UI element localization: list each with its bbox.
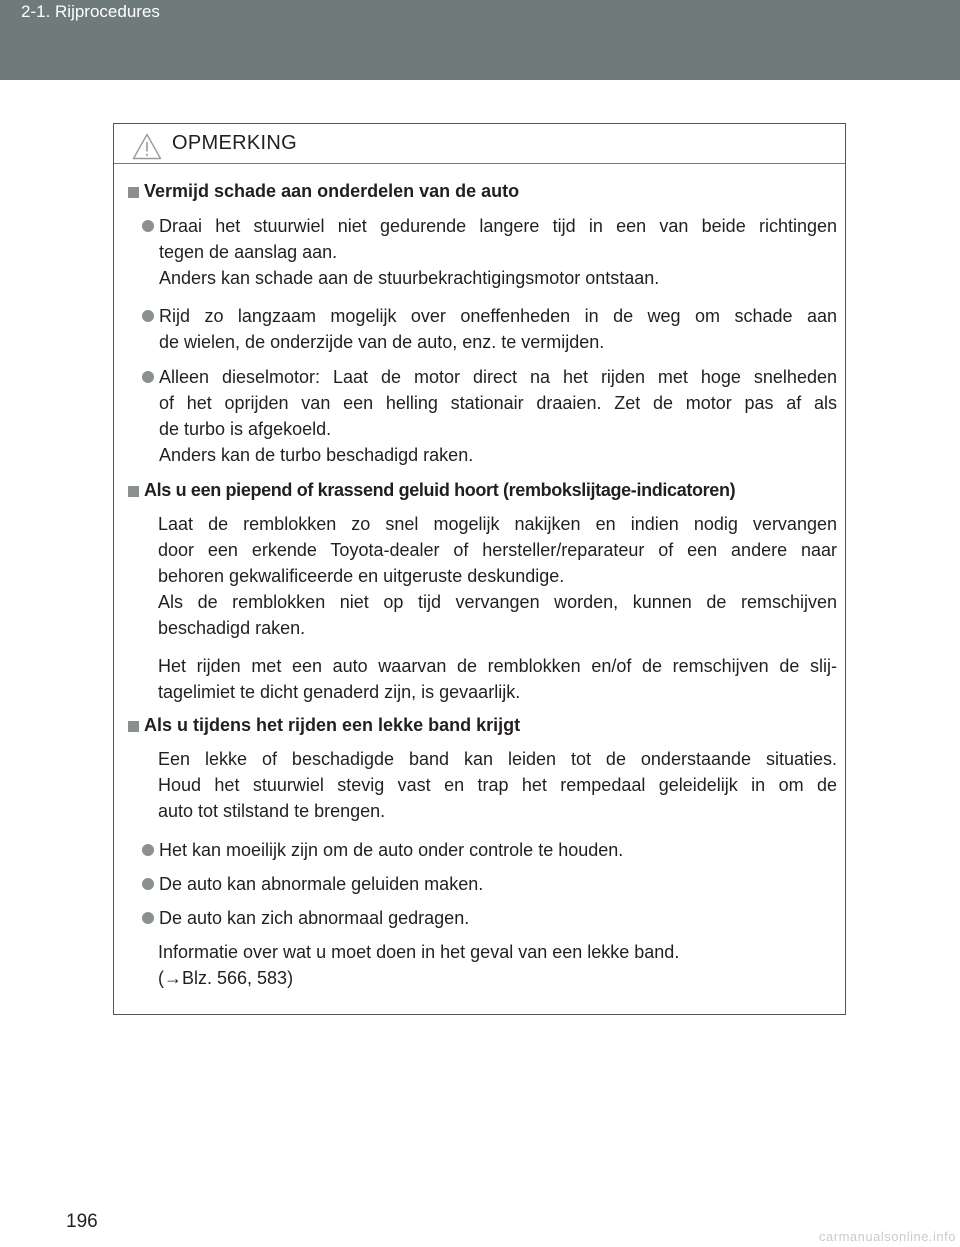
paragraph-3 [158, 746, 837, 824]
bullet-6 [159, 905, 837, 931]
bullet-3 [159, 364, 837, 468]
bullet-4 [159, 837, 837, 863]
text-line: Laat de remblokken zo snel mogelijk nakijken en indien nodig vervangen [158, 514, 837, 534]
text-line: de turbo is afgekoeld. [159, 419, 332, 439]
text-line: Alleen dieselmotor: Laat de motor direct na het rijden met hoge snelheden [159, 367, 837, 387]
page-number: 196 [66, 1211, 98, 1232]
text-line: auto tot stilstand te brengen. [158, 801, 386, 821]
paragraph-1 [158, 511, 837, 641]
text-line: door een erkende Toyota-dealer of hersteller/reparateur of een andere naar [158, 540, 837, 560]
section-marker-2 [128, 486, 139, 497]
text-line: Draai het stuurwiel niet gedurende langere tijd in een van beide richtingen [159, 216, 837, 236]
notice-title: OPMERKING [172, 132, 297, 154]
text-line: of het oprijden van een helling stationair draaien. Zet de motor pas af als [159, 393, 837, 413]
bullet-2 [159, 303, 837, 355]
text-line: Informatie over wat u moet doen in het geval van een lekke band. [158, 942, 680, 962]
paragraph-2 [158, 653, 837, 705]
notice-box [113, 123, 846, 1015]
warning-triangle-icon [132, 133, 162, 160]
text-line: behoren gekwalificeerde en uitgeruste deskundige. [158, 566, 565, 586]
text-line: de wielen, de onderzijde van de auto, enz. te vermijden. [159, 332, 605, 352]
paragraph-4 [158, 939, 837, 991]
text-line: De auto kan zich abnormaal gedragen. [159, 908, 470, 928]
text-line: (→Blz. 566, 583) [158, 968, 294, 988]
text-line: Het kan moeilijk zijn om de auto onder controle te houden. [159, 840, 624, 860]
section-marker-1 [128, 187, 139, 198]
bullet-dot-5 [142, 878, 154, 890]
text-line: tagelimiet te dicht genaderd zijn, is gevaarlijk. [158, 682, 521, 702]
bullet-dot-6 [142, 912, 154, 924]
section-heading-1: Vermijd schade aan onderdelen van de auto [144, 181, 520, 201]
section-marker-3 [128, 721, 139, 732]
text-line: beschadigd raken. [158, 618, 306, 638]
bullet-dot-4 [142, 844, 154, 856]
section-heading-3: Als u tijdens het rijden een lekke band krijgt [144, 715, 521, 735]
section-title: 2-1. Rijprocedures [21, 2, 160, 21]
page-header-band [0, 0, 960, 80]
text-line: Anders kan de turbo beschadigd raken. [159, 445, 474, 465]
bullet-5 [159, 871, 837, 897]
text-line: De auto kan abnormale geluiden maken. [159, 874, 484, 894]
section-heading-2: Als u een piepend of krassend geluid hoort (rembokslijtage-indicatoren) [144, 480, 736, 500]
bullet-dot-1 [142, 220, 154, 232]
bullet-dot-2 [142, 310, 154, 322]
text-line: Anders kan schade aan de stuurbekrachtigingsmotor ontstaan. [159, 268, 660, 288]
text-line: Als de remblokken niet op tijd vervangen worden, kunnen de remschijven [158, 592, 837, 612]
bullet-1 [159, 213, 837, 291]
notice-header [114, 124, 845, 164]
watermark: carmanualsonline.info [819, 1229, 956, 1244]
text-line: Houd het stuurwiel stevig vast en trap het rempedaal geleidelijk in om de [158, 775, 837, 795]
text-line: tegen de aanslag aan. [159, 242, 338, 262]
text-line: Een lekke of beschadigde band kan leiden tot de onderstaande situaties. [158, 749, 837, 769]
text-line: Het rijden met een auto waarvan de remblokken en/of de remschijven de slij- [158, 656, 837, 676]
text-line: Rijd zo langzaam mogelijk over oneffenheden in de weg om schade aan [159, 306, 837, 326]
bullet-dot-3 [142, 371, 154, 383]
